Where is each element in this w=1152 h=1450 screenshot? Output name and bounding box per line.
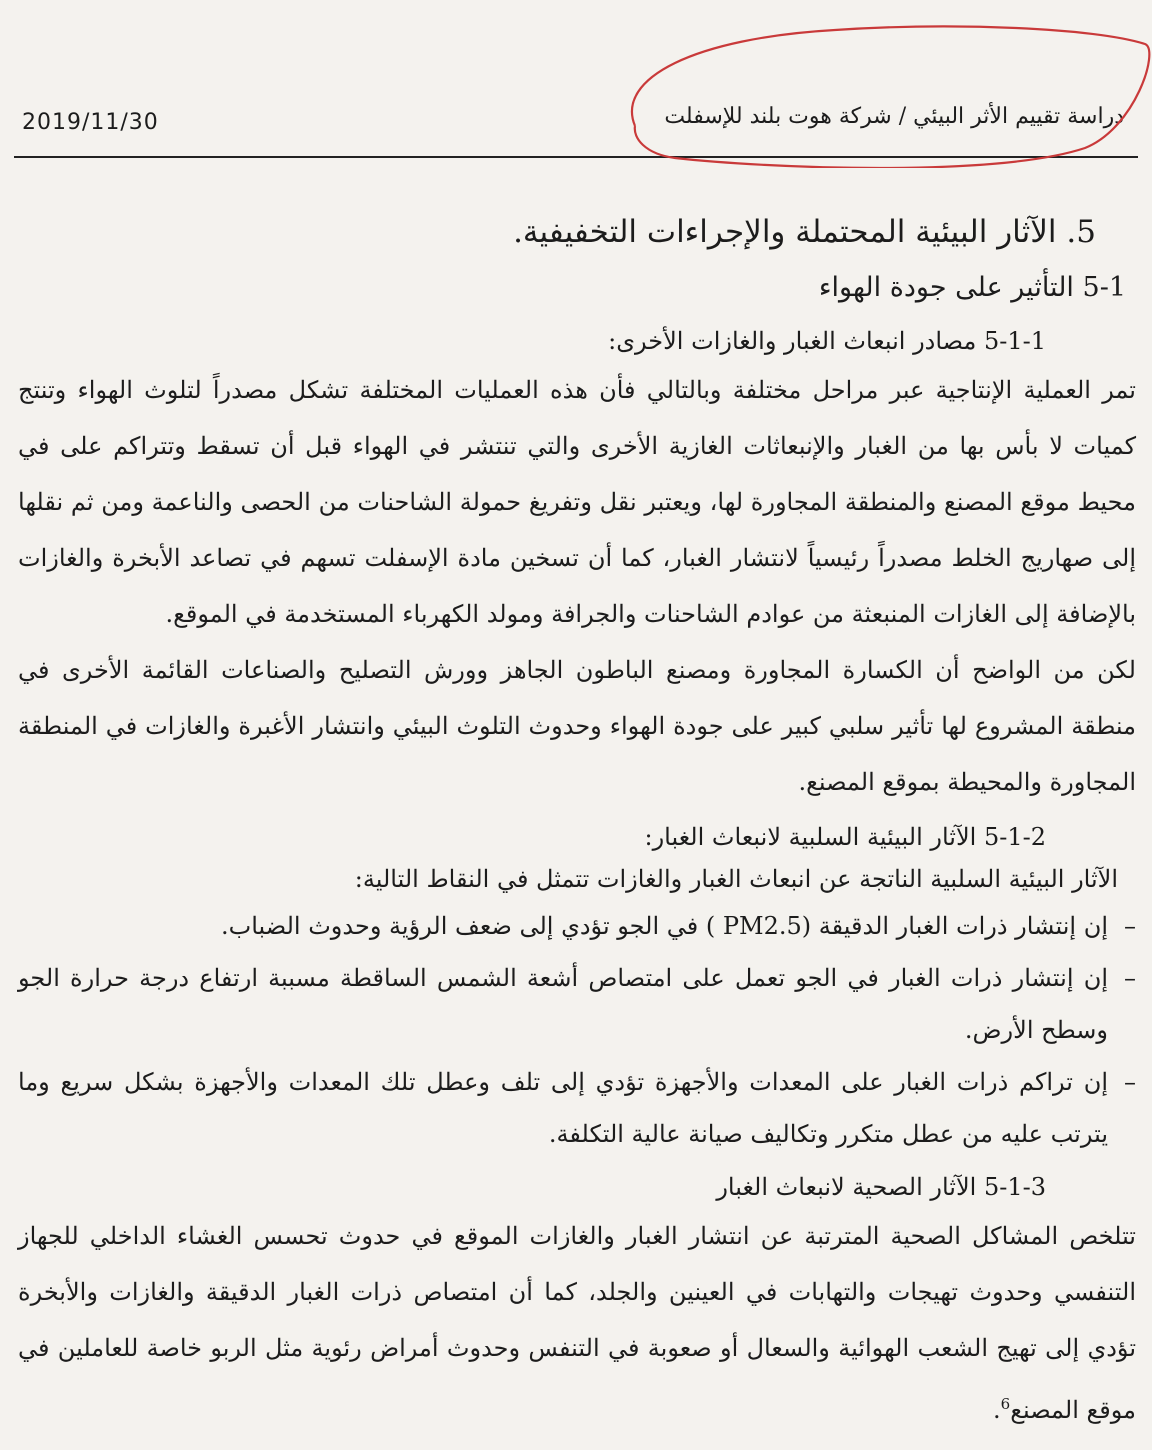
- subsection-2-intro: الآثار البيئية السلبية الناتجة عن انبعاث الغبار والغازات تتمثل في النقاط التالية:: [354, 865, 1118, 893]
- footnote-ref: 6: [1000, 1395, 1011, 1413]
- effects-list: [18, 900, 1136, 1160]
- document-body: [18, 206, 1136, 1438]
- header-rule: [14, 156, 1138, 158]
- paragraph-end: .: [993, 1396, 1001, 1424]
- subsection-1-paragraph-1: تمر العملية الإنتاجية عبر مراحل مختلفة وبالتالي فأن هذه العمليات المختلفة تشكل مصدراً لتلوث الهواء وتنتج كميات لا بأس بها من الغبار والإنبعاثات الغازية الأخرى والتي تنتشر في الهواء قبل أن تسقط وتتراكم على في محيط موقع المصنع والمنطقة المجاورة لها، ويعتبر نقل وتفريغ حمولة الشاحنات من الحصى والناعمة ومن ثم نقلها إلى صهاريج الخلط مصدراً رئيسياً لانتشار الغبار، كما أن تسخين مادة الإسفلت تسهم في تصاعد الأبخرة والغازات بالإضافة إلى الغازات المنبعثة من عوادم الشاحنات والجرافة ومولد الكهرباء المستخدمة في الموقع.: [18, 376, 1136, 628]
- subsection-1-heading: 5-1-1 مصادر انبعاث الغبار والغازات الأخرى:: [608, 327, 1046, 355]
- subsection-3-text: تتلخص المشاكل الصحية المترتبة عن انتشار الغبار والغازات الموقع في حدوث تحسس الغشاء الداخلي للجهاز التنفسي وحدوث تهيجات والتهابات في العينين والجلد، كما أن امتصاص ذرات الغبار الدقيقة والغازات والأبخرة تؤدي إلى تهيج الشعب الهوائية والسعال أو صعوبة في التنفس وحدوث أمراض رئوية مثل الربو خاصة للعاملين في موقع المصنع: [18, 1222, 1137, 1424]
- header-title: دراسة تقييم الأثر البيئي / شركة هوت بلند للإسفلت: [664, 104, 1124, 129]
- list-item: [18, 952, 1136, 1056]
- bullet-dash: –: [1124, 912, 1136, 940]
- list-item: [18, 1056, 1136, 1160]
- list-item-text: إن تراكم ذرات الغبار على المعدات والأجهزة تؤدي إلى تلف وعطل تلك المعدات والأجهزة بشكل سريع وما يترتب عليه من عطل متكرر وتكاليف صيانة عالية التكلفة.: [18, 1068, 1108, 1148]
- list-item-text: إن إنتشار ذرات الغبار في الجو تعمل على امتصاص أشعة الشمس الساقطة مسببة ارتفاع درجة حرارة الجو وسطح الأرض.: [18, 964, 1108, 1044]
- section-title: 5. الآثار البيئية المحتملة والإجراءات التخفيفية.: [513, 214, 1096, 250]
- page-header: [14, 96, 1138, 156]
- bullet-dash: –: [1124, 964, 1136, 992]
- subsection-3-paragraph: [18, 1208, 1136, 1438]
- subsection-1-paragraph-2: لكن من الواضح أن الكسارة المجاورة ومصنع الباطون الجاهز وورش التصليح والصناعات القائمة الأخرى في منطقة المشروع لها تأثير سلبي كبير على جودة الهواء وحدوث التلوث البيئي وانتشار الأغبرة والغازات في المنطقة المجاورة والمحيطة بموقع المصنع.: [18, 656, 1136, 796]
- list-item-text: إن إنتشار ذرات الغبار الدقيقة (PM2.5 ) في الجو تؤدي إلى ضعف الرؤية وحدوث الضباب.: [221, 912, 1108, 940]
- list-item: [18, 900, 1136, 952]
- subsection-3-heading: 5-1-3 الآثار الصحية لانبعاث الغبار: [716, 1173, 1046, 1201]
- bullet-dash: –: [1124, 1068, 1136, 1096]
- header-date: 2019/11/30: [22, 110, 159, 135]
- subsection-2-heading: 5-1-2 الآثار البيئية السلبية لانبعاث الغبار:: [644, 823, 1046, 851]
- subsection-title: 5-1 التأثير على جودة الهواء: [818, 272, 1126, 303]
